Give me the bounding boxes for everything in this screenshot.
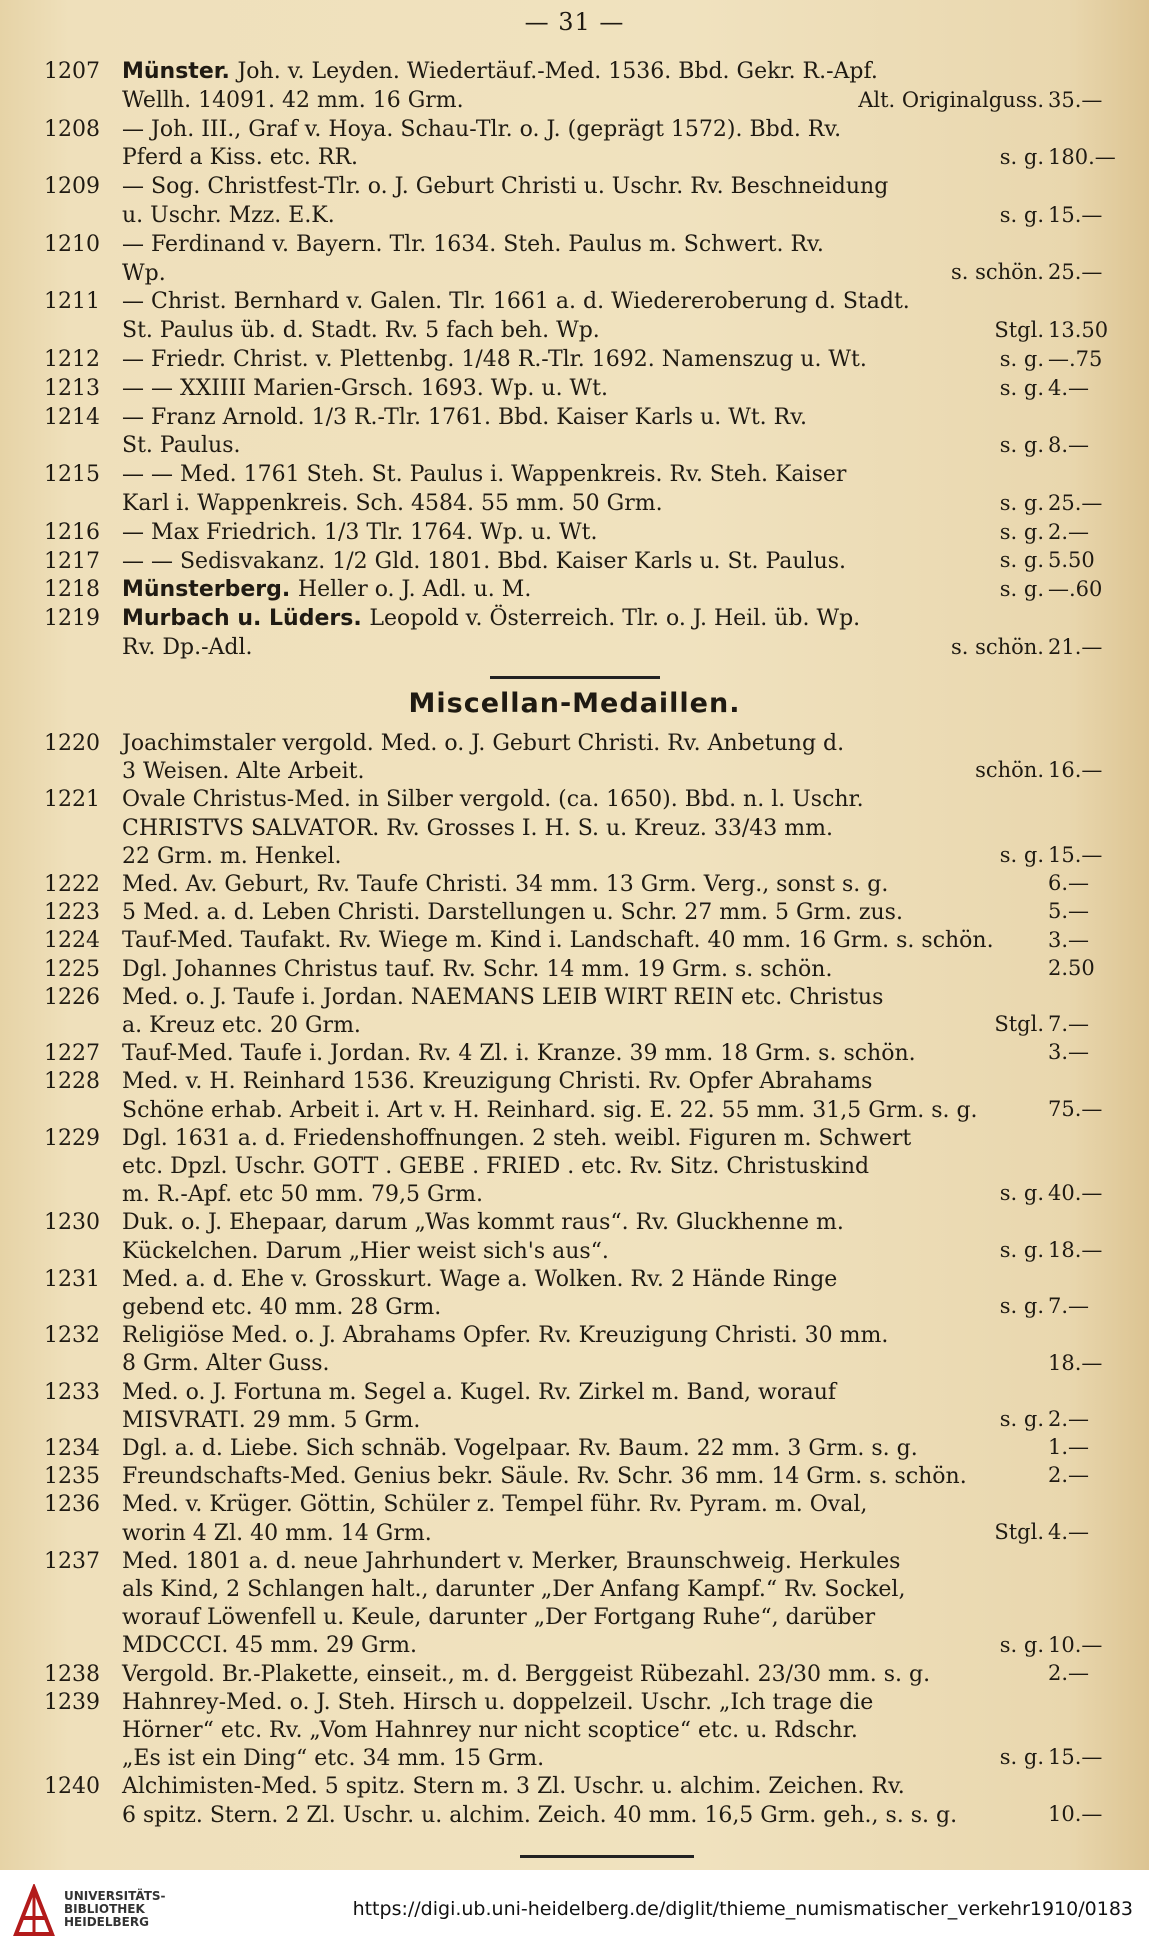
entry-description [122, 730, 1042, 786]
entry-description [122, 173, 1042, 231]
entry-grade: s. g. [999, 490, 1044, 515]
entry-price: 10.— [1048, 1801, 1103, 1826]
entry-grade: Stgl. [994, 1519, 1044, 1544]
entry-description [122, 461, 1042, 519]
entry-text: Joh. v. Leyden. Wiedertäuf.-Med. 1536. Bbd. Gekr. R.-Apf. Wellh. 14091. 42 mm. 16 Grm. [122, 59, 878, 113]
entry-price: 35.— [1048, 87, 1103, 112]
catalog-entry [0, 231, 1149, 289]
entry-text: Med. v. H. Reinhard 1536. Kreuzigung Christi. Rv. Opfer Abrahams Schöne erhab. Arbeit i. Art v. H. Reinhard. sig. E. 22. 55 mm. 31,5 Grm. s. g. [122, 1069, 978, 1123]
library-name-line: BIBLIOTHEK [64, 1902, 145, 1916]
entry-price: 4.— [1048, 1519, 1090, 1544]
catalog-entry [0, 1040, 1149, 1068]
entry-text: Joachimstaler vergold. Med. o. J. Geburt Christi. Rv. Anbetung d. 3 Weisen. Alte Arbeit. [122, 731, 845, 785]
entry-text: 5 Med. a. d. Leben Christi. Darstellungen u. Schr. 27 mm. 5 Grm. zus. [122, 900, 903, 926]
catalog-entry [0, 984, 1149, 1040]
entry-number: 1211 [44, 289, 100, 315]
entry-grade: s. schön. [950, 634, 1044, 659]
entry-text: — Christ. Bernhard v. Galen. Tlr. 1661 a. d. Wiedereroberung d. Stadt. St. Paulus üb. d. Stadt. Rv. 5 fach beh. Wp. [122, 289, 910, 344]
entry-description [122, 871, 1042, 899]
entry-description [122, 576, 1042, 605]
entry-number: 1210 [44, 231, 100, 257]
entry-text: — Franz Arnold. 1/3 R.-Tlr. 1761. Bbd. Kaiser Karls u. Wt. Rv. St. Paulus. [122, 404, 808, 459]
entry-description [122, 1266, 1042, 1322]
entry-description [122, 1773, 1042, 1829]
entry-description [122, 786, 1042, 871]
entry-number: 1240 [44, 1774, 100, 1800]
entry-number: 1233 [44, 1379, 100, 1405]
entry-grade: schön. [975, 758, 1044, 783]
entry-price: —.75 [1048, 346, 1103, 371]
entry-text: Ovale Christus-Med. in Silber vergold. (ca. 1650). Bbd. n. l. Uschr. CHRISTVS SALVATOR. Rv. Grosses I. H. S. u. Kreuz. 33/43 mm. 22 Grm. m. Henkel. [122, 787, 864, 869]
catalog-entry [0, 461, 1149, 519]
page-number: — 31 — [524, 8, 625, 36]
catalog-entry [0, 899, 1149, 927]
entry-number: 1217 [44, 548, 100, 574]
catalog-entry [0, 1266, 1149, 1322]
entry-price: 16.— [1048, 758, 1103, 783]
entry-number: 1224 [44, 928, 100, 954]
entry-price: 18.— [1048, 1237, 1103, 1262]
entry-price: 180.— [1048, 145, 1116, 170]
catalog-entry [0, 173, 1149, 231]
entry-text: Tauf-Med. Taufakt. Rv. Wiege m. Kind i. Landschaft. 40 mm. 16 Grm. s. schön. [122, 928, 994, 954]
catalog-entry [0, 927, 1149, 955]
entry-text: Med. o. J. Taufe i. Jordan. NAEMANS LEIB WIRT REIN etc. Christus a. Kreuz etc. 20 Grm. [122, 984, 884, 1038]
catalog-entry [0, 346, 1149, 375]
library-name [64, 1890, 166, 1929]
catalog-entry [0, 605, 1149, 663]
entry-price: 10.— [1048, 1632, 1103, 1657]
entry-description [122, 984, 1042, 1040]
entry-grade: s. g. [999, 548, 1044, 573]
entry-price: 1.— [1048, 1435, 1090, 1460]
entry-grade: s. g. [999, 519, 1044, 544]
entry-text: Med. Av. Geburt, Rv. Taufe Christi. 34 mm. 13 Grm. Verg., sonst s. g. [122, 872, 889, 897]
footer-bar [0, 1870, 1149, 1953]
entry-grade: s. g. [999, 145, 1044, 170]
divider-line [490, 676, 660, 679]
catalog-entry [0, 576, 1149, 605]
entry-text: Freundschafts-Med. Genius bekr. Säule. Rv. Schr. 36 mm. 14 Grm. s. schön. [122, 1464, 967, 1490]
entry-text: Dgl. 1631 a. d. Friedenshoffnungen. 2 steh. weibl. Figuren m. Schwert etc. Dpzl. Uschr. GOTT . GEBE . FRIED . etc. Rv. Sitz. Christuskind m. R.-Apf. etc 50 mm. 79,5 Grm. [122, 1125, 912, 1208]
catalog-entry [0, 871, 1149, 899]
entry-description [122, 1661, 1042, 1689]
entry-text: Religiöse Med. o. J. Abrahams Opfer. Rv. Kreuzigung Christi. 30 mm. 8 Grm. Alter Guss. [122, 1323, 889, 1377]
catalog-entry [0, 1068, 1149, 1124]
catalog-entry [0, 116, 1149, 174]
entry-text: Alchimisten-Med. 5 spitz. Stern m. 3 Zl. Uschr. u. alchim. Zeichen. Rv. 6 spitz. Stern. 2 Zl. Uschr. u. alchim. Zeich. 40 mm. 16,5 Grm. geh., s. s. g. [122, 1774, 958, 1828]
catalog-entry [0, 1548, 1149, 1661]
entry-number: 1208 [44, 116, 100, 142]
entry-description [122, 1548, 1042, 1661]
entry-number: 1230 [44, 1210, 100, 1236]
entry-description [122, 1068, 1042, 1124]
catalog-entry [0, 548, 1149, 577]
entry-price: 40.— [1048, 1181, 1103, 1206]
entry-text: Med. o. J. Fortuna m. Segel a. Kugel. Rv. Zirkel m. Band, worauf MISVRATI. 29 mm. 5 Grm. [122, 1379, 837, 1433]
entry-number: 1225 [44, 956, 100, 982]
entry-text: Med. 1801 a. d. neue Jahrhundert v. Merker, Braunschweig. Herkules als Kind, 2 Schlangen halt., darunter „Der Anfang Kampf.“ Rv. Sockel, worauf Löwenfell u. Keule, darunter „Der Fortgang Ruhe“, darüber MDCCCI. 45 mm. 29 Grm. [122, 1548, 906, 1659]
entry-text: Vergold. Br.-Plakette, einseit., m. d. Berggeist Rübezahl. 23/30 mm. s. g. [122, 1661, 931, 1687]
entry-number: 1227 [44, 1041, 100, 1067]
catalog-entry [0, 288, 1149, 346]
entry-price: 5.— [1048, 899, 1090, 924]
entry-description [122, 1463, 1042, 1491]
entry-number: 1218 [44, 577, 100, 603]
entry-price: 7.— [1048, 1294, 1090, 1319]
entry-price: 5.50 [1048, 548, 1095, 573]
entry-text: Dgl. Johannes Christus tauf. Rv. Schr. 14 mm. 19 Grm. s. schön. [122, 956, 833, 982]
entry-number: 1239 [44, 1689, 100, 1715]
entry-text: Heller o. J. Adl. u. M. [297, 577, 532, 603]
entry-price: 2.50 [1048, 955, 1095, 980]
entry-mint-name: Münsterberg. [122, 577, 298, 603]
entry-grade: s. g. [999, 842, 1044, 867]
entry-grade: s. g. [999, 375, 1044, 400]
entry-number: 1226 [44, 984, 100, 1010]
catalog-entry [0, 1379, 1149, 1435]
entry-description [122, 1491, 1042, 1547]
entry-description [122, 1689, 1042, 1774]
entry-description [122, 927, 1042, 955]
catalog-entry [0, 1773, 1149, 1829]
entry-price: 3.— [1048, 1040, 1090, 1065]
entry-grade: Stgl. [994, 317, 1044, 342]
catalog-entry [0, 1689, 1149, 1774]
entry-number: 1209 [44, 174, 100, 200]
catalog-entry [0, 1491, 1149, 1547]
entry-number: 1234 [44, 1436, 100, 1461]
entry-description [122, 548, 1042, 577]
entry-text: — Max Friedrich. 1/3 Tlr. 1764. Wp. u. Wt. [122, 519, 598, 545]
entry-price: 7.— [1048, 1012, 1090, 1037]
entry-price: 3.— [1048, 927, 1090, 952]
entry-mint-name: Münster. [122, 59, 238, 84]
catalog-entry [0, 404, 1149, 462]
entry-price: 2.— [1048, 519, 1090, 544]
entry-price: 75.— [1048, 1096, 1103, 1121]
library-name-line: HEIDELBERG [64, 1915, 149, 1929]
entry-number: 1214 [44, 404, 100, 430]
entry-description [122, 346, 1042, 375]
entry-number: 1222 [44, 872, 100, 897]
entry-number: 1220 [44, 731, 100, 756]
catalog-entry [0, 786, 1149, 871]
entry-number: 1212 [44, 347, 100, 372]
entry-price: 21.— [1048, 634, 1103, 659]
entry-description [122, 1435, 1042, 1463]
entry-grade: Stgl. [994, 1012, 1044, 1037]
entry-description [122, 231, 1042, 289]
entry-description [122, 899, 1042, 927]
entry-description [122, 116, 1042, 174]
entry-price: 15.— [1048, 842, 1103, 867]
entry-price: 15.— [1048, 1745, 1103, 1770]
entry-description [122, 1125, 1042, 1210]
entry-description [122, 1322, 1042, 1378]
entry-description [122, 1040, 1042, 1068]
library-name-line: UNIVERSITÄTS- [64, 1889, 166, 1903]
entry-price: 2.— [1048, 1406, 1090, 1431]
catalog-entry [0, 375, 1149, 404]
catalog-entry [0, 730, 1149, 786]
entry-price: 25.— [1048, 260, 1103, 285]
entry-number: 1231 [44, 1266, 100, 1292]
entry-text: — Friedr. Christ. v. Plettenbg. 1/48 R.-Tlr. 1692. Namenszug u. Wt. [122, 347, 867, 372]
entry-grade: s. schön. [950, 260, 1044, 285]
catalog-entry [0, 1209, 1149, 1265]
entry-description [122, 375, 1042, 404]
entry-number: 1219 [44, 606, 100, 632]
entry-grade: s. g. [999, 202, 1044, 227]
catalog-entry [0, 1435, 1149, 1463]
entry-number: 1223 [44, 900, 100, 926]
entry-number: 1238 [44, 1661, 100, 1687]
entry-description [122, 1379, 1042, 1435]
entry-text: Duk. o. J. Ehepaar, darum „Was kommt raus“. Rv. Gluckhenne m. Kückelchen. Darum „Hier weist sich's aus“. [122, 1210, 844, 1264]
entry-number: 1213 [44, 375, 100, 401]
divider-line-end [520, 1855, 694, 1858]
entry-text: — Joh. III., Graf v. Hoya. Schau-Tlr. o. J. (geprägt 1572). Bbd. Rv. Pferd a Kiss. etc. RR. [122, 116, 842, 171]
source-url-link[interactable]: https://digi.ub.uni-heidelberg.de/diglit/thieme_numismatischer_verkehr1910/0183 [352, 1898, 1133, 1920]
entry-number: 1207 [44, 59, 100, 84]
entry-text: Leopold v. Österreich. Tlr. o. J. Heil. üb. Wp. Rv. Dp.-Adl. [122, 606, 861, 660]
entry-text: Med. v. Krüger. Göttin, Schüler z. Tempel führ. Rv. Pyram. m. Oval, worin 4 Zl. 40 mm. 14 Grm. [122, 1492, 868, 1546]
entry-grade: s. g. [999, 1237, 1044, 1262]
catalog-entry [0, 519, 1149, 548]
entry-grade: s. g. [999, 1294, 1044, 1319]
entry-number: 1236 [44, 1492, 100, 1518]
entry-number: 1235 [44, 1464, 100, 1490]
entry-description [122, 956, 1042, 984]
catalog-entry [0, 1322, 1149, 1378]
entry-price: —.60 [1048, 577, 1103, 602]
entry-description [122, 605, 1042, 663]
entry-price: 6.— [1048, 871, 1090, 896]
entry-price: 2.— [1048, 1463, 1090, 1488]
entry-text: Hahnrey-Med. o. J. Steh. Hirsch u. doppelzeil. Uschr. „Ich trage die Hörner“ etc. Rv. „Vom Hahnrey nur nicht scoptice“ etc. u. Rdschr. „Es ist ein Ding“ etc. 34 mm. 15 Grm. [122, 1689, 874, 1772]
entry-description [122, 288, 1042, 346]
entry-text: — — Sedisvakanz. 1/2 Gld. 1801. Bbd. Kaiser Karls u. St. Paulus. [122, 548, 847, 574]
entry-number: 1216 [44, 519, 100, 545]
entry-number: 1215 [44, 462, 100, 488]
entry-text: Tauf-Med. Taufe i. Jordan. Rv. 4 Zl. i. Kranze. 39 mm. 18 Grm. s. schön. [122, 1041, 916, 1067]
entry-price: 4.— [1048, 375, 1090, 400]
entry-grade: s. g. [999, 577, 1044, 602]
catalog-entry [0, 956, 1149, 984]
catalog-entry [0, 1661, 1149, 1689]
entry-text: — Ferdinand v. Bayern. Tlr. 1634. Steh. Paulus m. Schwert. Rv. Wp. [122, 231, 824, 286]
entry-grade: s. g. [999, 1745, 1044, 1770]
entry-price: 8.— [1048, 433, 1090, 458]
entry-grade: s. g. [999, 1181, 1044, 1206]
entry-price: 25.— [1048, 490, 1103, 515]
entry-mint-name: Murbach u. Lüders. [122, 606, 370, 632]
entry-price: 15.— [1048, 202, 1103, 227]
entry-number: 1237 [44, 1548, 100, 1574]
entry-grade: Alt. Originalguss. [858, 87, 1044, 112]
entry-number: 1229 [44, 1125, 100, 1151]
entry-description [122, 1209, 1042, 1265]
entry-description [122, 519, 1042, 548]
entry-text: — — XXIIII Marien-Grsch. 1693. Wp. u. Wt. [122, 375, 608, 401]
entry-number: 1228 [44, 1069, 100, 1095]
entry-grade: s. g. [999, 346, 1044, 371]
section-heading: Miscellan-Medaillen. [408, 688, 741, 719]
entry-number: 1221 [44, 787, 100, 813]
entry-price: 13.50 [1048, 317, 1109, 342]
entry-number: 1232 [44, 1323, 100, 1349]
catalog-entry [0, 1125, 1149, 1210]
entry-grade: s. g. [999, 1632, 1044, 1657]
entry-text: Med. a. d. Ehe v. Grosskurt. Wage a. Wolken. Rv. 2 Hände Ringe gebend etc. 40 mm. 28 Grm. [122, 1266, 838, 1320]
university-library-logo-icon [12, 1884, 56, 1936]
catalog-entry [0, 1463, 1149, 1491]
entry-text: — — Med. 1761 Steh. St. Paulus i. Wappenkreis. Rv. Steh. Kaiser Karl i. Wappenkreis. Sch. 4584. 55 mm. 50 Grm. [122, 462, 847, 516]
entry-grade: s. g. [999, 433, 1044, 458]
entry-price: 2.— [1048, 1660, 1090, 1685]
entry-grade: s. g. [999, 1406, 1044, 1431]
catalog-entry [0, 58, 1149, 116]
entry-description [122, 404, 1042, 462]
entry-text: Dgl. a. d. Liebe. Sich schnäb. Vogelpaar. Rv. Baum. 22 mm. 3 Grm. s. g. [122, 1436, 918, 1461]
entry-text: — Sog. Christfest-Tlr. o. J. Geburt Christi u. Uschr. Rv. Beschneidung u. Uschr. Mzz. E.K. [122, 174, 889, 228]
entry-price: 18.— [1048, 1350, 1103, 1375]
